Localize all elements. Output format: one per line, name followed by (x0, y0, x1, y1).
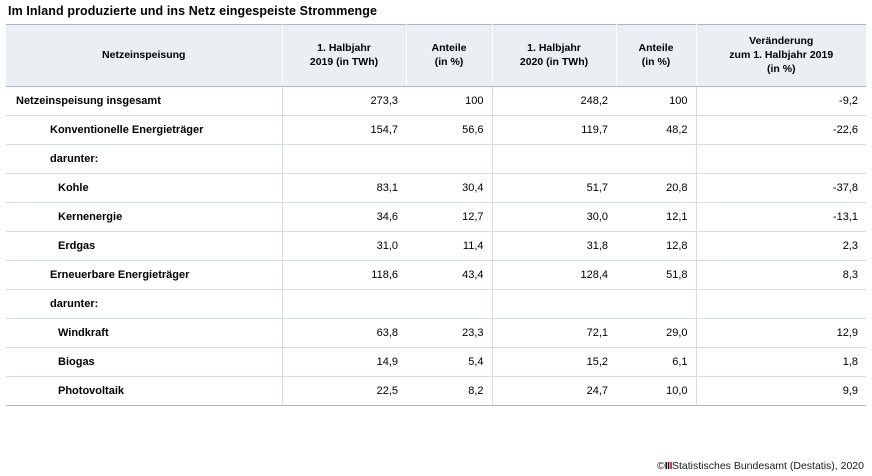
cell-change: 1,8 (696, 347, 866, 376)
row-label: Photovoltaik (6, 376, 282, 405)
cell-h1-2020: 119,7 (492, 115, 616, 144)
cell-change: 8,3 (696, 260, 866, 289)
cell-h1-2020: 15,2 (492, 347, 616, 376)
cell-change: -9,2 (696, 86, 866, 115)
header-line: 1. Halbjahr (527, 42, 581, 55)
column-header-netzeinspeisung (6, 25, 282, 87)
table-header (6, 25, 866, 87)
header-line: zum 1. Halbjahr 2019 (729, 49, 834, 62)
header-line: (in %) (434, 56, 464, 69)
cell-h1-2019: 118,6 (282, 260, 406, 289)
table-row (6, 231, 866, 260)
cell-h1-2020: 128,4 (492, 260, 616, 289)
cell-share-2019: 8,2 (406, 376, 492, 405)
table-body (6, 86, 866, 405)
cell-change: 9,9 (696, 376, 866, 405)
cell-h1-2020 (492, 289, 616, 318)
row-label: Erdgas (6, 231, 282, 260)
cell-share-2020 (616, 144, 696, 173)
row-label: Biogas (6, 347, 282, 376)
header-line: Netzeinspeisung (102, 49, 186, 62)
table-row (6, 173, 866, 202)
column-header-h1-2019 (282, 25, 406, 87)
header-line: (in %) (766, 63, 796, 76)
header-line: 2019 (in TWh) (309, 56, 379, 69)
table-row (6, 202, 866, 231)
row-label: Konventionelle Energieträger (6, 115, 282, 144)
cell-change: 2,3 (696, 231, 866, 260)
cell-h1-2019: 83,1 (282, 173, 406, 202)
column-header-h1-2020 (492, 25, 616, 87)
cell-h1-2019: 273,3 (282, 86, 406, 115)
cell-share-2019: 56,6 (406, 115, 492, 144)
table-row (6, 289, 866, 318)
table-row (6, 86, 866, 115)
cell-share-2020: 20,8 (616, 173, 696, 202)
table-row (6, 115, 866, 144)
page-title: Im Inland produzierte und ins Netz eingespeiste Strommenge (8, 4, 378, 18)
header-line: Veränderung (749, 35, 814, 47)
header-line: Anteile (638, 42, 674, 55)
cell-h1-2020: 72,1 (492, 318, 616, 347)
cell-h1-2019: 154,7 (282, 115, 406, 144)
cell-share-2020 (616, 289, 696, 318)
column-header-share-2020 (616, 25, 696, 87)
electricity-feed-in-table (6, 24, 866, 406)
table-row (6, 376, 866, 405)
cell-share-2020: 100 (616, 86, 696, 115)
cell-share-2020: 10,0 (616, 376, 696, 405)
header-line: 2020 (in TWh) (519, 56, 589, 69)
cell-share-2020: 6,1 (616, 347, 696, 376)
cell-share-2019: 30,4 (406, 173, 492, 202)
cell-change: -13,1 (696, 202, 866, 231)
logo-bars-left: II (664, 460, 670, 472)
table-row (6, 144, 866, 173)
cell-change (696, 144, 866, 173)
destatis-logo-icon (665, 460, 672, 472)
column-header-change (696, 25, 866, 87)
header-line: Anteile (431, 42, 467, 55)
cell-h1-2020: 31,8 (492, 231, 616, 260)
cell-h1-2019: 31,0 (282, 231, 406, 260)
row-label: Windkraft (6, 318, 282, 347)
cell-h1-2019 (282, 289, 406, 318)
header-line: 1. Halbjahr (317, 42, 371, 55)
header-line: (in %) (641, 56, 671, 69)
cell-h1-2020 (492, 144, 616, 173)
row-label: Kohle (6, 173, 282, 202)
table-row (6, 318, 866, 347)
row-label: darunter: (6, 144, 282, 173)
table-row (6, 347, 866, 376)
row-label: Kernenergie (6, 202, 282, 231)
row-label: Netzeinspeisung insgesamt (6, 86, 282, 115)
source-note (657, 460, 864, 472)
cell-h1-2019 (282, 144, 406, 173)
cell-share-2019: 23,3 (406, 318, 492, 347)
cell-share-2019: 5,4 (406, 347, 492, 376)
cell-h1-2019: 22,5 (282, 376, 406, 405)
copyright-symbol: © (656, 460, 665, 472)
cell-h1-2020: 51,7 (492, 173, 616, 202)
source-text: Statistisches Bundesamt (Destatis), 2020 (671, 460, 864, 472)
row-label: Erneuerbare Energieträger (6, 260, 282, 289)
logo-bar-right: I (669, 460, 672, 472)
cell-share-2019: 11,4 (406, 231, 492, 260)
cell-share-2020: 29,0 (616, 318, 696, 347)
cell-share-2020: 48,2 (616, 115, 696, 144)
cell-share-2019: 100 (406, 86, 492, 115)
cell-h1-2019: 63,8 (282, 318, 406, 347)
cell-h1-2019: 34,6 (282, 202, 406, 231)
cell-share-2019 (406, 289, 492, 318)
cell-h1-2020: 248,2 (492, 86, 616, 115)
cell-share-2020: 12,1 (616, 202, 696, 231)
table-row (6, 260, 866, 289)
cell-h1-2020: 24,7 (492, 376, 616, 405)
cell-h1-2020: 30,0 (492, 202, 616, 231)
cell-change: -37,8 (696, 173, 866, 202)
table-header-row (6, 25, 866, 87)
row-label: darunter: (6, 289, 282, 318)
cell-share-2019: 12,7 (406, 202, 492, 231)
cell-share-2019 (406, 144, 492, 173)
cell-change (696, 289, 866, 318)
cell-share-2020: 12,8 (616, 231, 696, 260)
cell-h1-2019: 14,9 (282, 347, 406, 376)
cell-share-2020: 51,8 (616, 260, 696, 289)
cell-share-2019: 43,4 (406, 260, 492, 289)
cell-change: 12,9 (696, 318, 866, 347)
column-header-share-2019 (406, 25, 492, 87)
cell-change: -22,6 (696, 115, 866, 144)
